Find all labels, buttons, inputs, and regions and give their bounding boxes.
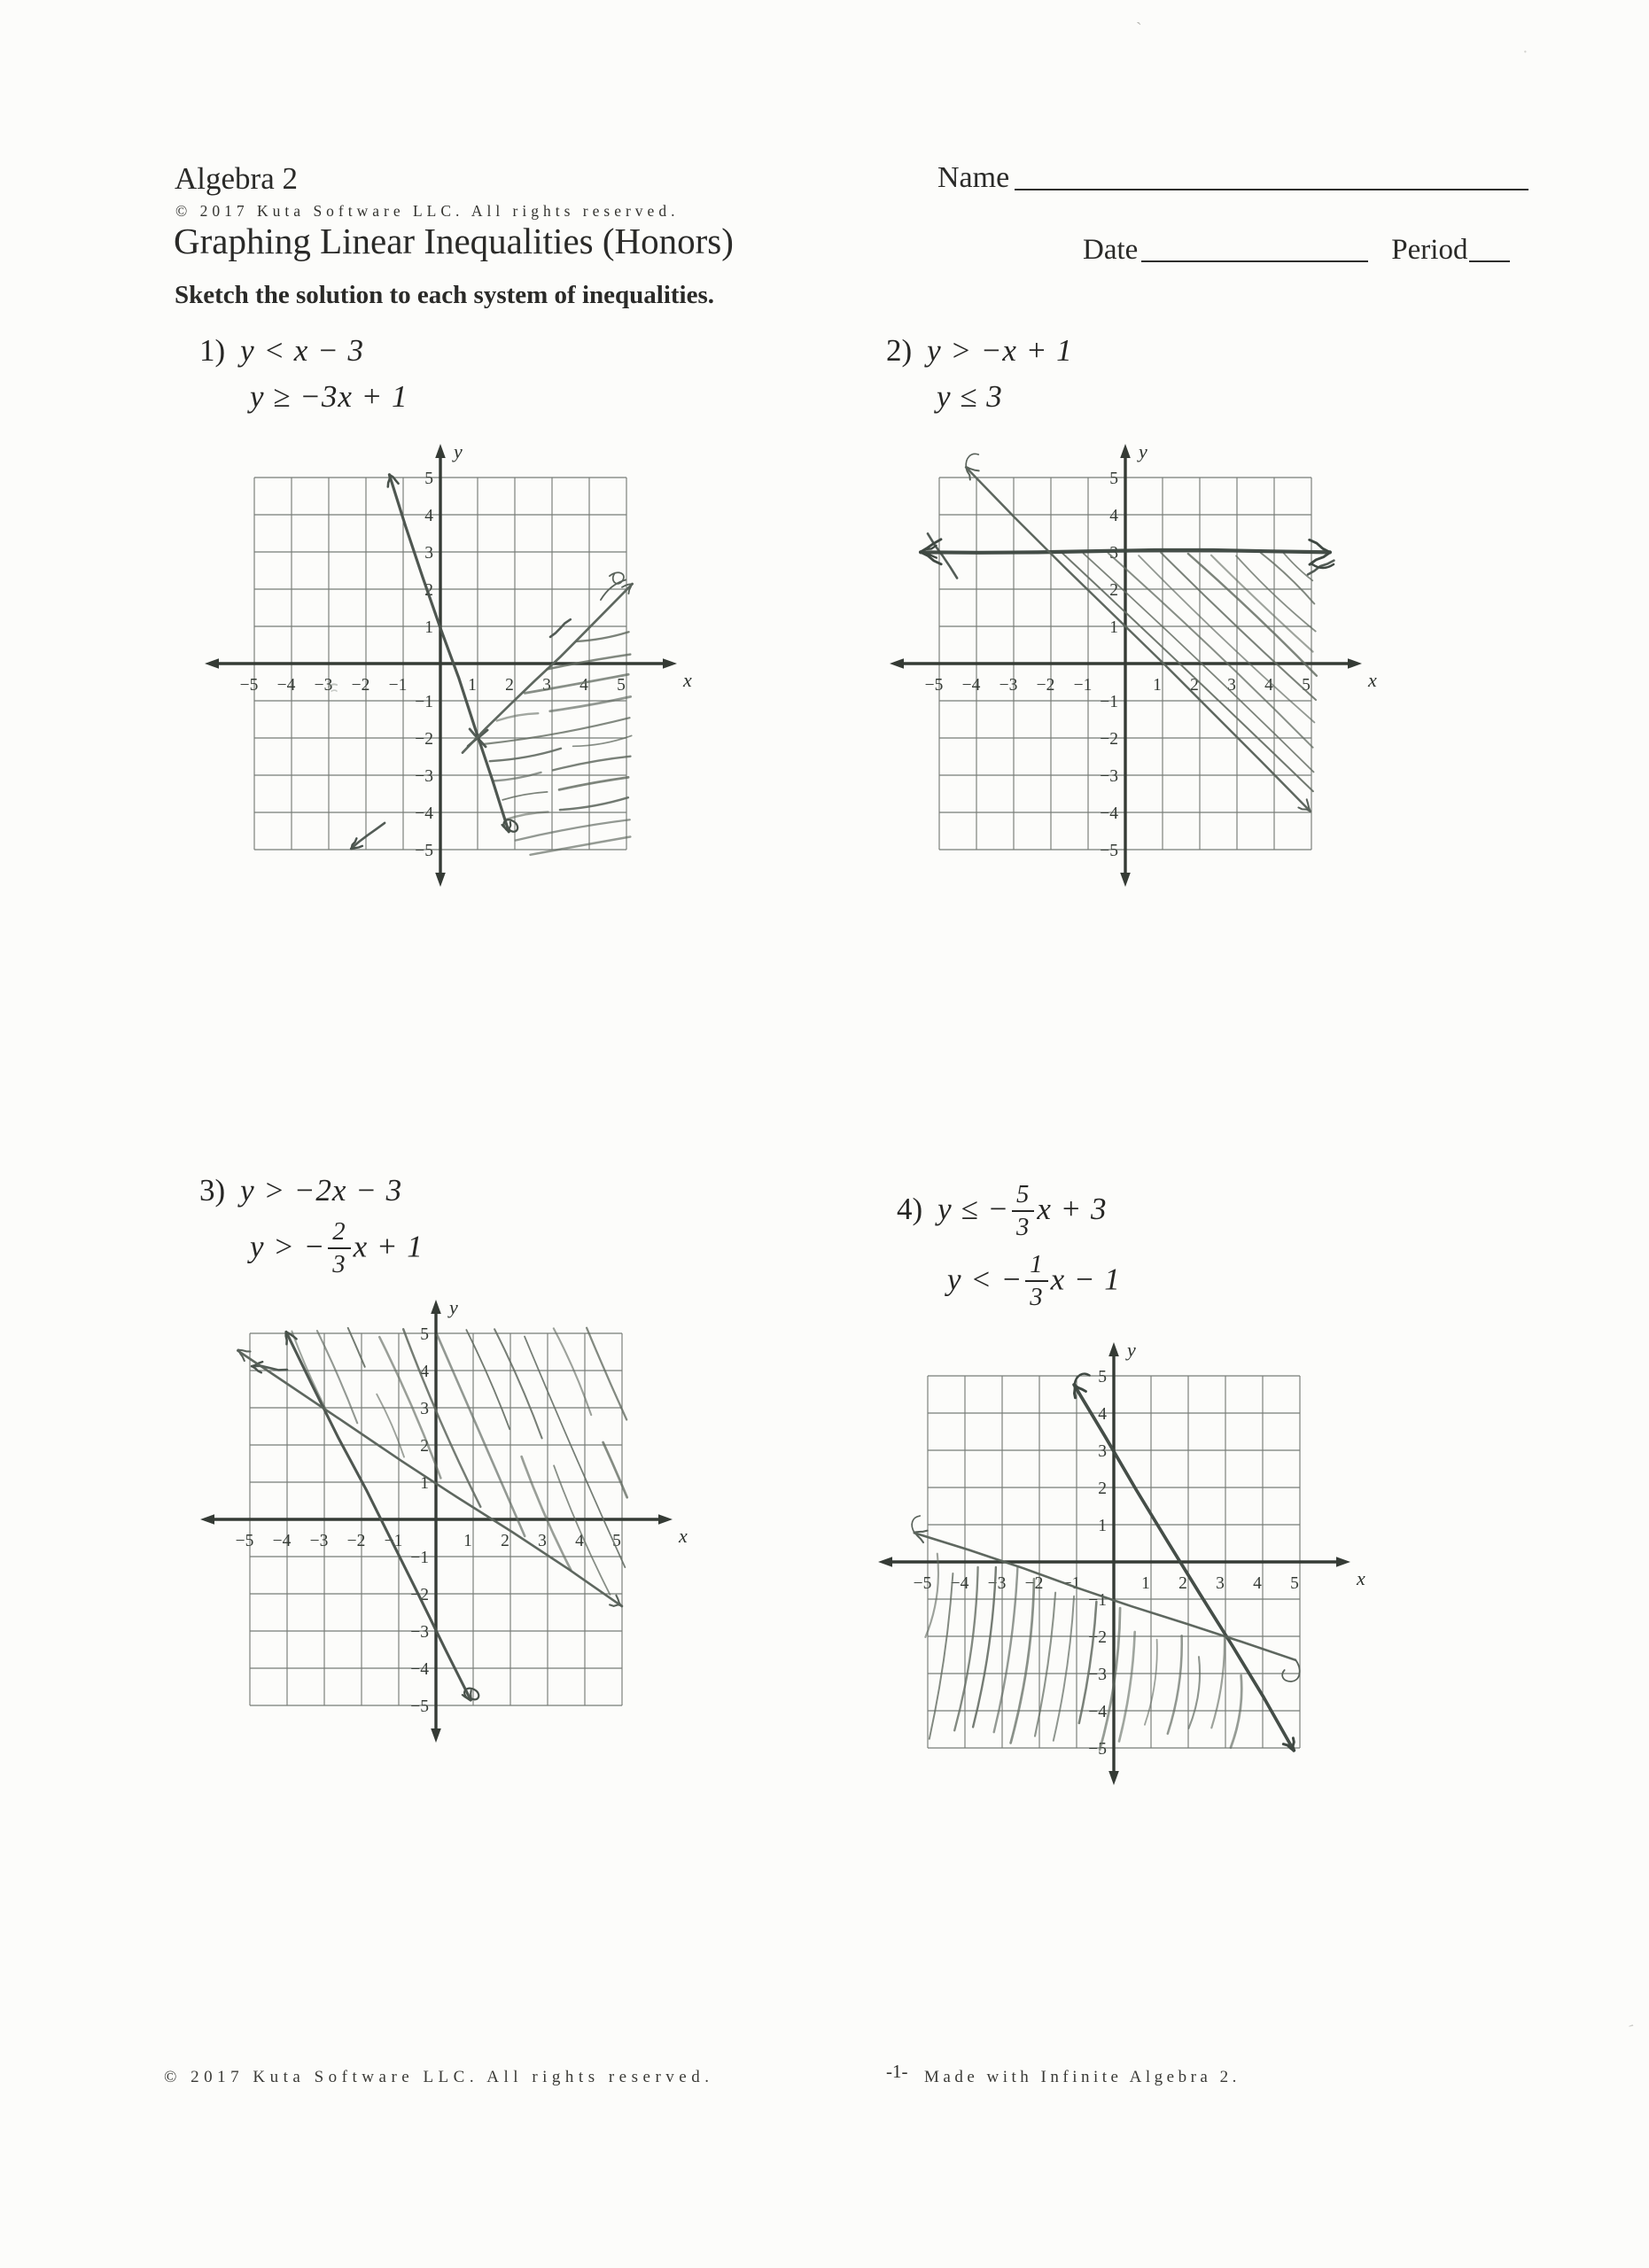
svg-text:x: x xyxy=(683,669,692,691)
date-label: Date xyxy=(1083,234,1139,266)
svg-text:1: 1 xyxy=(463,1532,472,1550)
svg-text:1: 1 xyxy=(1098,1517,1107,1535)
graph-canvas xyxy=(861,1332,1393,1828)
graph-problem-2 xyxy=(873,433,1404,929)
pencil-work xyxy=(237,1328,626,1703)
graph-canvas xyxy=(188,433,719,929)
problem-1-label: 1) xyxy=(199,333,226,368)
problem-3 xyxy=(199,1173,424,1278)
svg-text:2: 2 xyxy=(1190,676,1199,695)
inequality-line: y < − $\frac{1}{3}$ x − 1 xyxy=(947,1249,1121,1311)
svg-text:−2: −2 xyxy=(1088,1628,1107,1647)
fraction: $\frac{5}{3}$ xyxy=(1012,1182,1034,1241)
problem-3-row1 xyxy=(199,1173,424,1208)
svg-text:−4: −4 xyxy=(950,1574,969,1593)
svg-text:−3: −3 xyxy=(314,676,333,695)
axes xyxy=(900,454,1350,876)
date-period-row xyxy=(1083,234,1533,267)
svg-text:−3: −3 xyxy=(1088,1666,1107,1684)
problem-1 xyxy=(199,333,408,415)
date-blank-line xyxy=(1141,260,1368,262)
svg-text:−2: −2 xyxy=(351,676,370,695)
header-copyright: © 2017 Kuta Software LLC. All rights reserved. xyxy=(175,202,680,220)
inequality-line: y > −2x − 3 xyxy=(240,1173,403,1208)
svg-text:x: x xyxy=(1357,1567,1365,1589)
svg-text:−3: −3 xyxy=(999,676,1018,695)
svg-text:3: 3 xyxy=(1098,1442,1107,1461)
inequality-line: y < x − 3 xyxy=(240,333,364,368)
svg-text:3: 3 xyxy=(1109,544,1118,563)
inequality-line: y > −x + 1 xyxy=(927,333,1073,368)
svg-text:2: 2 xyxy=(1178,1574,1187,1593)
svg-text:−4: −4 xyxy=(272,1532,292,1550)
svg-text:5: 5 xyxy=(420,1325,429,1344)
name-row xyxy=(937,161,1528,195)
svg-text:4: 4 xyxy=(1109,507,1118,525)
svg-text:−5: −5 xyxy=(924,676,944,695)
page-title: Graphing Linear Inequalities (Honors) xyxy=(174,221,734,261)
svg-text:2: 2 xyxy=(1098,1480,1107,1498)
svg-text:5: 5 xyxy=(1290,1574,1299,1593)
svg-text:−2: −2 xyxy=(346,1532,366,1550)
scan-artifact: · xyxy=(1522,43,1528,62)
svg-text:4: 4 xyxy=(1264,676,1273,695)
svg-text:−1: −1 xyxy=(1088,1591,1107,1610)
svg-text:−1: −1 xyxy=(410,1549,429,1567)
svg-text:−1: −1 xyxy=(1100,693,1118,711)
svg-text:−1: −1 xyxy=(388,676,408,695)
svg-text:y: y xyxy=(1127,1339,1136,1361)
svg-text:−3: −3 xyxy=(415,767,433,786)
svg-text:−4: −4 xyxy=(410,1660,429,1679)
svg-text:−4: −4 xyxy=(415,804,433,823)
footer-copyright: © 2017 Kuta Software LLC. All rights reserved. xyxy=(164,2068,714,2086)
svg-text:−1: −1 xyxy=(1062,1574,1081,1593)
problem-4-row1 xyxy=(897,1182,1121,1241)
svg-text:4: 4 xyxy=(424,507,433,525)
graph-problem-3 xyxy=(183,1289,715,1785)
svg-text:3: 3 xyxy=(1227,676,1236,695)
svg-text:−5: −5 xyxy=(415,842,433,860)
fraction: $\frac{1}{3}$ xyxy=(1025,1252,1047,1311)
svg-text:2: 2 xyxy=(424,581,433,600)
problem-2 xyxy=(886,333,1073,415)
inequality-line: y ≤ − $\frac{5}{3}$ x + 3 xyxy=(937,1180,1108,1242)
svg-text:x: x xyxy=(679,1525,688,1547)
svg-text:5: 5 xyxy=(1302,676,1311,695)
hatch-shading xyxy=(292,1328,626,1595)
svg-text:4: 4 xyxy=(420,1363,429,1381)
svg-text:−4: −4 xyxy=(276,676,296,695)
svg-text:5: 5 xyxy=(617,676,626,695)
inequality-line: y ≥ −3x + 1 xyxy=(250,379,408,414)
svg-text:x: x xyxy=(1368,669,1377,691)
svg-text:−2: −2 xyxy=(410,1586,429,1604)
svg-text:1: 1 xyxy=(468,676,477,695)
graph-problem-1 xyxy=(188,433,719,929)
svg-text:1: 1 xyxy=(1141,1574,1150,1593)
svg-text:2: 2 xyxy=(420,1437,429,1456)
course-title: Algebra 2 xyxy=(175,161,298,196)
name-label: Name xyxy=(937,161,1010,194)
svg-text:3: 3 xyxy=(420,1400,429,1418)
svg-text:4: 4 xyxy=(1098,1405,1107,1424)
svg-text:4: 4 xyxy=(575,1532,584,1550)
svg-text:4: 4 xyxy=(1253,1574,1262,1593)
svg-text:−5: −5 xyxy=(913,1574,932,1593)
svg-text:−4: −4 xyxy=(1100,804,1118,823)
svg-text:−5: −5 xyxy=(1088,1740,1107,1759)
svg-text:−5: −5 xyxy=(235,1532,254,1550)
svg-text:4: 4 xyxy=(579,676,588,695)
fraction: $\frac{2}{3}$ xyxy=(328,1219,350,1278)
svg-text:y: y xyxy=(454,440,463,462)
problem-2-row1 xyxy=(886,333,1073,369)
inequality-line: y > − $\frac{2}{3}$ x + 1 xyxy=(250,1217,424,1279)
svg-text:−5: −5 xyxy=(1100,842,1118,860)
svg-text:1: 1 xyxy=(1153,676,1162,695)
scan-artifact: ′ xyxy=(1618,2021,1637,2035)
problem-3-label: 3) xyxy=(199,1173,226,1208)
graph-canvas xyxy=(183,1289,715,1785)
inequality-line: y ≤ 3 xyxy=(937,379,1003,414)
svg-text:1: 1 xyxy=(420,1474,429,1493)
instruction-text: Sketch the solution to each system of inequalities. xyxy=(175,281,714,309)
svg-text:−1: −1 xyxy=(415,693,433,711)
axes xyxy=(211,1310,661,1732)
svg-text:5: 5 xyxy=(424,470,433,488)
svg-text:−4: −4 xyxy=(961,676,981,695)
svg-text:−3: −3 xyxy=(309,1532,329,1550)
footer-made-with: Made with Infinite Algebra 2. xyxy=(924,2068,1241,2086)
hatch-shading xyxy=(1062,553,1317,792)
problem-4 xyxy=(897,1182,1121,1310)
svg-text:5: 5 xyxy=(1109,470,1118,488)
svg-text:3: 3 xyxy=(542,676,551,695)
svg-text:5: 5 xyxy=(612,1532,621,1550)
name-blank-line xyxy=(1015,189,1528,190)
svg-text:2: 2 xyxy=(1109,581,1118,600)
graph-canvas xyxy=(873,433,1404,929)
svg-text:y: y xyxy=(449,1296,458,1318)
svg-text:−1: −1 xyxy=(384,1532,403,1550)
axes xyxy=(215,454,665,876)
problem-1-row1 xyxy=(199,333,408,369)
svg-text:−3: −3 xyxy=(987,1574,1007,1593)
problem-2-label: 2) xyxy=(886,333,913,368)
svg-text:−4: −4 xyxy=(1088,1703,1107,1721)
svg-text:3: 3 xyxy=(424,544,433,563)
svg-text:5: 5 xyxy=(1098,1368,1107,1386)
page-number: -1- xyxy=(886,2061,908,2082)
pencil-work xyxy=(921,451,1334,812)
svg-text:−2: −2 xyxy=(1024,1574,1044,1593)
scan-artifact: ` xyxy=(1136,19,1142,39)
svg-text:2: 2 xyxy=(505,676,514,695)
svg-text:−3: −3 xyxy=(1100,767,1118,786)
svg-text:−2: −2 xyxy=(415,730,433,749)
svg-text:2: 2 xyxy=(501,1532,509,1550)
problem-4-label: 4) xyxy=(897,1192,923,1227)
svg-text:−2: −2 xyxy=(1036,676,1055,695)
period-label: Period xyxy=(1391,234,1468,266)
graph-problem-4 xyxy=(861,1332,1393,1828)
period-blank-line xyxy=(1469,260,1510,262)
svg-text:1: 1 xyxy=(1109,618,1118,637)
svg-text:−3: −3 xyxy=(410,1623,429,1642)
svg-text:−5: −5 xyxy=(410,1697,429,1716)
svg-text:−2: −2 xyxy=(1100,730,1118,749)
svg-text:y: y xyxy=(1139,440,1147,462)
svg-text:3: 3 xyxy=(1216,1574,1225,1593)
svg-text:−1: −1 xyxy=(1073,676,1093,695)
svg-text:−5: −5 xyxy=(239,676,259,695)
svg-text:3: 3 xyxy=(538,1532,547,1550)
svg-text:1: 1 xyxy=(424,618,433,637)
